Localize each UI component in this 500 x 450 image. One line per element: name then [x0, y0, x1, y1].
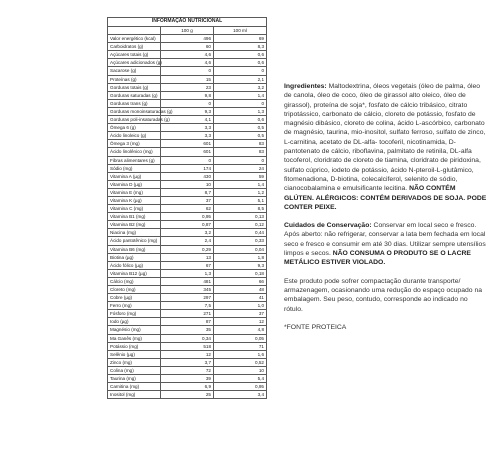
value-100ml: 8,5: [214, 205, 267, 213]
table-row: [108, 350, 267, 358]
value-100g: 0: [161, 156, 214, 164]
nutrient-name: Vitamina A (µg): [108, 172, 161, 180]
value-100ml: 0: [214, 156, 267, 164]
nutrient-name: Ácido pantotênico (mg): [108, 237, 161, 245]
nutrient-name: Carnitina (mg): [108, 383, 161, 391]
nutrient-name: Ma Ganês (mg): [108, 334, 161, 342]
table-row: [108, 180, 267, 188]
value-100g: 12: [161, 350, 214, 358]
value-100g: 39: [161, 375, 214, 383]
nutrition-table: [107, 17, 267, 399]
value-100g: 4,1: [161, 116, 214, 124]
nutrient-name: Cloreto (mg): [108, 286, 161, 294]
care-label: Cuidados de Conservação:: [284, 222, 372, 230]
nutrient-name: Gorduras trans (g): [108, 99, 161, 107]
table-row: [108, 59, 267, 67]
value-100ml: 1,0: [214, 302, 267, 310]
value-100ml: 0,52: [214, 358, 267, 366]
table-row: [108, 43, 267, 51]
ingredients-label: Ingredientes:: [284, 83, 327, 90]
table-row: [108, 221, 267, 229]
nutrient-name: Vitamina B12 (µg): [108, 269, 161, 277]
nutrient-name: Potássio (mg): [108, 342, 161, 350]
table-row: [108, 188, 267, 196]
table-row: [108, 334, 267, 342]
value-100g: 7,5: [161, 302, 214, 310]
table-row: [108, 35, 267, 43]
nutrient-name: Proteínas (g): [108, 75, 161, 83]
value-100g: 0,95: [161, 213, 214, 221]
table-row: [108, 75, 267, 83]
table-row: [108, 51, 267, 59]
table-row: [108, 383, 267, 391]
value-100g: 72: [161, 366, 214, 374]
seal-warning: NÃO CONSUMA O PRODUTO SE O LACRE METÁLICO ESTIVER VIOLADO.: [284, 250, 471, 267]
value-100ml: 83: [214, 140, 267, 148]
table-row: [108, 172, 267, 180]
value-100ml: 66: [214, 277, 267, 285]
value-100g: 174: [161, 164, 214, 172]
value-100g: 0,29: [161, 245, 214, 253]
value-100g: 23: [161, 83, 214, 91]
table-header-row: [108, 27, 267, 35]
table-row: [108, 277, 267, 285]
value-100g: 37: [161, 196, 214, 204]
value-100g: 518: [161, 342, 214, 350]
header-100ml: 100 ml: [214, 27, 267, 35]
nutrient-name: Açúcares adicionados (g): [108, 59, 161, 67]
nutrient-name: Fósforo (mg): [108, 310, 161, 318]
table-row: [108, 140, 267, 148]
header-100g: 100 g: [161, 27, 214, 35]
product-info: [284, 82, 487, 341]
nutrient-name: Vitamina K (µg): [108, 196, 161, 204]
nutrient-name: Vitamina B6 (mg): [108, 245, 161, 253]
nutrient-name: Ômega 3 (mg): [108, 140, 161, 148]
table-row: [108, 205, 267, 213]
value-100ml: 5,4: [214, 375, 267, 383]
value-100ml: 0,44: [214, 229, 267, 237]
value-100g: 3,3: [161, 124, 214, 132]
value-100ml: 37: [214, 310, 267, 318]
table-row: [108, 91, 267, 99]
nutrient-name: Niacina (mg): [108, 229, 161, 237]
value-100g: 1,3: [161, 269, 214, 277]
nutrient-name: Colina (mg): [108, 366, 161, 374]
nutrient-name: Magnésio (mg): [108, 326, 161, 334]
value-100g: 4,6: [161, 59, 214, 67]
value-100g: 601: [161, 140, 214, 148]
table-title-row: [108, 18, 267, 27]
ingredients-text: Maltodextrina, óleos vegetais (óleo de palma, óleo de canola, óleo de coco, óleo de girassol alto oleico, óleo de girassol), proteína de soja*, fosfato de cálcio tribásico, citrato tripotássico, carbonato de cálcio, cloreto de potássio, fosfato de magnésio dibásico, cloreto de colina, ácido L-ascórbico, carbonato de magnésio, taurina, mio-inositol, sulfato ferroso, sulfato de zinco, L-carnitina, acetato de DL-alfa- tocoferil, nicotinamida, D-pantotenato de cálcio, riboflavina, palmitato de retinila, DL-alfa tocoferol, cloridrato de cloreto de tiamina, cloridrato de piridoxina, sulfato cúprico, iodeto de potássio, ácido N-pteroil-L-glutâmico, fitomenadiona, D-biotina, colecalciferol, selenito de sódio, cianocobalamina e emulsificante lecitina.: [284, 83, 486, 193]
value-100g: 9,3: [161, 107, 214, 115]
value-100g: 6,9: [161, 383, 214, 391]
ingredients-paragraph: [284, 82, 487, 212]
value-100ml: 3,2: [214, 83, 267, 91]
nutrient-name: Ácido fólico (µg): [108, 261, 161, 269]
table-row: [108, 156, 267, 164]
value-100g: 35: [161, 326, 214, 334]
value-100g: 3,7: [161, 358, 214, 366]
value-100g: 297: [161, 294, 214, 302]
value-100g: 430: [161, 172, 214, 180]
nutrient-name: Vitamina E (mg): [108, 188, 161, 196]
header-nutrient: [108, 27, 161, 35]
table-row: [108, 269, 267, 277]
care-paragraph: [284, 221, 487, 267]
table-row: [108, 366, 267, 374]
table-row: [108, 237, 267, 245]
value-100ml: 2,1: [214, 75, 267, 83]
care-text: Conservar em local seco e fresco. Após aberto: não refrigerar, conservar a lata bem fechada em local seco e fresco e consumir em até 30 dias. Utilizar sempre utensílios limpos e secos.: [284, 222, 486, 258]
table-row: [108, 148, 267, 156]
value-100ml: 1,8: [214, 253, 267, 261]
table-row: [108, 358, 267, 366]
nutrient-name: Gorduras monoinsaturadas (g): [108, 107, 161, 115]
value-100g: 62: [161, 205, 214, 213]
value-100ml: 1,2: [214, 188, 267, 196]
table-row: [108, 245, 267, 253]
value-100ml: 0,12: [214, 221, 267, 229]
value-100ml: 0,18: [214, 269, 267, 277]
value-100g: 9,8: [161, 91, 214, 99]
table-row: [108, 83, 267, 91]
nutrient-name: Ácido linoleico (g): [108, 132, 161, 140]
nutrient-name: Ferro (mg): [108, 302, 161, 310]
value-100g: 8,7: [161, 188, 214, 196]
nutrient-name: Sacarose (g): [108, 67, 161, 75]
nutrient-name: Carboidratos (g): [108, 43, 161, 51]
value-100ml: 0,33: [214, 237, 267, 245]
table-row: [108, 116, 267, 124]
table-row: [108, 326, 267, 334]
value-100ml: 1,4: [214, 91, 267, 99]
nutrient-name: Gorduras poli-insaturadas (g): [108, 116, 161, 124]
allergen-statement: ALÉRGICOS: CONTÉM DERIVADOS DE SOJA. PODE CONTER PEIXE.: [284, 194, 487, 211]
table-row: [108, 164, 267, 172]
value-100ml: 0,6: [214, 116, 267, 124]
table-row: [108, 124, 267, 132]
value-100ml: 1,6: [214, 350, 267, 358]
nutrient-name: Vitamina B2 (mg): [108, 221, 161, 229]
table-row: [108, 261, 267, 269]
value-100ml: 0,13: [214, 213, 267, 221]
table-row: [108, 107, 267, 115]
value-100ml: 0,05: [214, 334, 267, 342]
table-row: [108, 213, 267, 221]
nutrient-name: Ômega 6 (g): [108, 124, 161, 132]
nutrient-name: Iodo (µg): [108, 318, 161, 326]
value-100ml: 0: [214, 67, 267, 75]
value-100ml: 9,3: [214, 261, 267, 269]
value-100ml: 0,6: [214, 59, 267, 67]
value-100g: 3,2: [161, 229, 214, 237]
value-100ml: 8,3: [214, 43, 267, 51]
value-100g: 87: [161, 318, 214, 326]
gluten-statement: NÃO CONTÉM GLÚTEN.: [284, 185, 456, 202]
value-100ml: 4,8: [214, 326, 267, 334]
value-100ml: 1,3: [214, 107, 267, 115]
value-100ml: 71: [214, 342, 267, 350]
nutrient-name: Cálcio (mg): [108, 277, 161, 285]
value-100ml: 59: [214, 172, 267, 180]
value-100ml: 1,4: [214, 180, 267, 188]
nutrient-name: Inositol (mg): [108, 391, 161, 399]
nutrient-name: Sódio (mg): [108, 164, 161, 172]
table-row: [108, 310, 267, 318]
value-100ml: 3,4: [214, 391, 267, 399]
value-100g: 0,34: [161, 334, 214, 342]
value-100ml: 12: [214, 318, 267, 326]
table-row: [108, 67, 267, 75]
compaction-note: Este produto pode sofrer compactação durante transporte/ armazenagem, ocasionando uma redução do espaço ocupado na embalagem. Seu peso, contudo, corresponde ao indicado no rótulo.: [284, 277, 483, 313]
table-row: [108, 132, 267, 140]
value-100ml: 5,1: [214, 196, 267, 204]
value-100ml: 24: [214, 164, 267, 172]
value-100g: 2,4: [161, 237, 214, 245]
value-100g: 10: [161, 180, 214, 188]
value-100g: 3,3: [161, 132, 214, 140]
value-100g: 601: [161, 148, 214, 156]
value-100ml: 48: [214, 286, 267, 294]
table-row: [108, 196, 267, 204]
nutrient-name: Vitamina D (µg): [108, 180, 161, 188]
nutrient-name: Zinco (mg): [108, 358, 161, 366]
table-row: [108, 286, 267, 294]
table-row: [108, 375, 267, 383]
value-100g: 0: [161, 67, 214, 75]
table-row: [108, 229, 267, 237]
nutrient-name: Ácido linolênico (mg): [108, 148, 161, 156]
value-100g: 345: [161, 286, 214, 294]
nutrient-name: Fibras alimentares (g): [108, 156, 161, 164]
nutrient-name: Açúcares totais (g): [108, 51, 161, 59]
nutrient-name: Biotina (µg): [108, 253, 161, 261]
value-100g: 60: [161, 43, 214, 51]
value-100g: 13: [161, 253, 214, 261]
nutrient-name: Gorduras totais (g): [108, 83, 161, 91]
value-100g: 25: [161, 391, 214, 399]
table-row: [108, 391, 267, 399]
footnote: *FONTE PROTEICA: [284, 323, 347, 331]
value-100ml: 0,5: [214, 124, 267, 132]
value-100g: 0,87: [161, 221, 214, 229]
value-100g: 481: [161, 277, 214, 285]
table-row: [108, 253, 267, 261]
nutrient-name: Valor energético (kcal): [108, 35, 161, 43]
value-100ml: 0,04: [214, 245, 267, 253]
value-100ml: 0,6: [214, 51, 267, 59]
nutrient-name: Vitamina C (mg): [108, 205, 161, 213]
table-row: [108, 294, 267, 302]
value-100ml: 0,95: [214, 383, 267, 391]
value-100g: 496: [161, 35, 214, 43]
table-title: INFORMAÇÃO NUTRICIONAL: [108, 18, 267, 27]
value-100ml: 0: [214, 99, 267, 107]
nutrient-name: Gorduras saturadas (g): [108, 91, 161, 99]
value-100ml: 83: [214, 148, 267, 156]
value-100g: 0: [161, 99, 214, 107]
nutrition-table-body: [108, 35, 267, 399]
table-row: [108, 318, 267, 326]
value-100ml: 41: [214, 294, 267, 302]
nutrient-name: Selênio (µg): [108, 350, 161, 358]
value-100g: 15: [161, 75, 214, 83]
nutrient-name: Vitamina B1 (mg): [108, 213, 161, 221]
table-row: [108, 342, 267, 350]
table-row: [108, 302, 267, 310]
nutrient-name: Cobre (µg): [108, 294, 161, 302]
value-100g: 271: [161, 310, 214, 318]
value-100ml: 69: [214, 35, 267, 43]
table-row: [108, 99, 267, 107]
nutrient-name: Taurina (mg): [108, 375, 161, 383]
value-100g: 4,6: [161, 51, 214, 59]
value-100g: 67: [161, 261, 214, 269]
value-100ml: 10: [214, 366, 267, 374]
value-100ml: 0,5: [214, 132, 267, 140]
